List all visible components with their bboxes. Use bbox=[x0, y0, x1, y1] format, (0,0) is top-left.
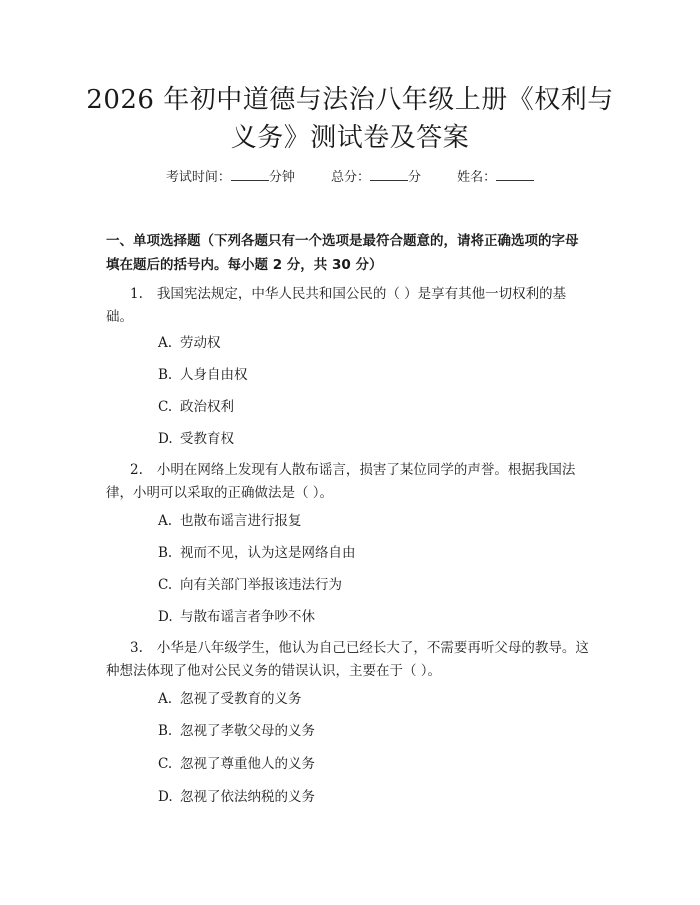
question-2 bbox=[106, 459, 592, 505]
option-text: 忽视了尊重他人的义务 bbox=[180, 756, 315, 772]
option-3d bbox=[158, 787, 315, 807]
page-title-line-1: 2026 年初中道德与法治八年级上册《权利与 bbox=[86, 85, 614, 115]
option-3a bbox=[158, 689, 302, 709]
option-letter: B. bbox=[158, 545, 173, 561]
question-text: 小华是八年级学生，他认为自己已经长大了，不需要再听父母的教导。这种想法体现了他对公民义务的错误认识，主要在于（ ）。 bbox=[106, 640, 589, 679]
section-heading-line-2: 填在题后的括号内。每小题 2 分，共 30 分） bbox=[106, 257, 383, 273]
question-3 bbox=[106, 637, 592, 683]
option-text: 忽视了受教育的义务 bbox=[180, 691, 302, 707]
option-text: 劳动权 bbox=[180, 335, 221, 351]
option-2b bbox=[158, 543, 356, 563]
option-2c bbox=[158, 575, 342, 595]
option-letter: C. bbox=[158, 399, 173, 415]
page-title-line-2: 义务》测试卷及答案 bbox=[230, 123, 470, 153]
name-field bbox=[457, 170, 534, 185]
name-blank bbox=[496, 166, 534, 181]
time-label: 考试时间： bbox=[165, 170, 231, 185]
option-letter: D. bbox=[158, 431, 173, 447]
time-unit: 分钟 bbox=[268, 170, 295, 185]
exam-meta bbox=[0, 166, 700, 188]
option-1c bbox=[158, 397, 234, 417]
option-1a bbox=[158, 333, 221, 353]
option-letter: A. bbox=[158, 335, 173, 351]
option-letter: A. bbox=[158, 691, 173, 707]
name-label: 姓名： bbox=[457, 170, 497, 185]
option-3c bbox=[158, 754, 315, 774]
option-letter: D. bbox=[158, 789, 173, 805]
option-letter: C. bbox=[158, 756, 173, 772]
option-letter: B. bbox=[158, 367, 173, 383]
option-text: 向有关部门举报该违法行为 bbox=[180, 577, 342, 593]
option-text: 政治权利 bbox=[180, 399, 234, 415]
time-blank bbox=[231, 166, 269, 181]
question-number: 3. bbox=[130, 640, 143, 656]
question-number: 2. bbox=[130, 462, 143, 478]
option-text: 人身自由权 bbox=[180, 367, 248, 383]
option-2d bbox=[158, 607, 315, 627]
option-2a bbox=[158, 511, 302, 531]
question-text: 小明在网络上发现有人散布谣言，损害了某位同学的声誉。根据我国法律，小明可以采取的正确做法是（ ）。 bbox=[106, 462, 576, 501]
option-text: 也散布谣言进行报复 bbox=[180, 513, 302, 529]
option-letter: D. bbox=[158, 609, 173, 625]
option-text: 忽视了依法纳税的义务 bbox=[180, 789, 315, 805]
score-label: 总分： bbox=[330, 170, 370, 185]
option-letter: A. bbox=[158, 513, 173, 529]
score-field bbox=[331, 170, 421, 185]
question-number: 1. bbox=[130, 286, 143, 302]
option-text: 忽视了孝敬父母的义务 bbox=[180, 723, 315, 739]
score-blank bbox=[370, 166, 408, 181]
option-text: 与散布谣言者争吵不休 bbox=[180, 609, 315, 625]
section-heading-line-1: 一、单项选择题（下列各题只有一个选项是最符合题意的，请将正确选项的字母 bbox=[106, 233, 579, 249]
option-letter: C. bbox=[158, 577, 173, 593]
option-3b bbox=[158, 721, 315, 741]
question-text: 我国宪法规定，中华人民共和国公民的（ ）是享有其他一切权利的基础。 bbox=[106, 286, 567, 325]
option-1d bbox=[158, 429, 234, 449]
option-letter: B. bbox=[158, 723, 173, 739]
option-text: 视而不见，认为这是网络自由 bbox=[180, 545, 356, 561]
option-text: 受教育权 bbox=[180, 431, 234, 447]
score-unit: 分 bbox=[408, 170, 422, 185]
question-1 bbox=[106, 283, 592, 329]
option-1b bbox=[158, 365, 248, 385]
time-field bbox=[166, 170, 295, 185]
